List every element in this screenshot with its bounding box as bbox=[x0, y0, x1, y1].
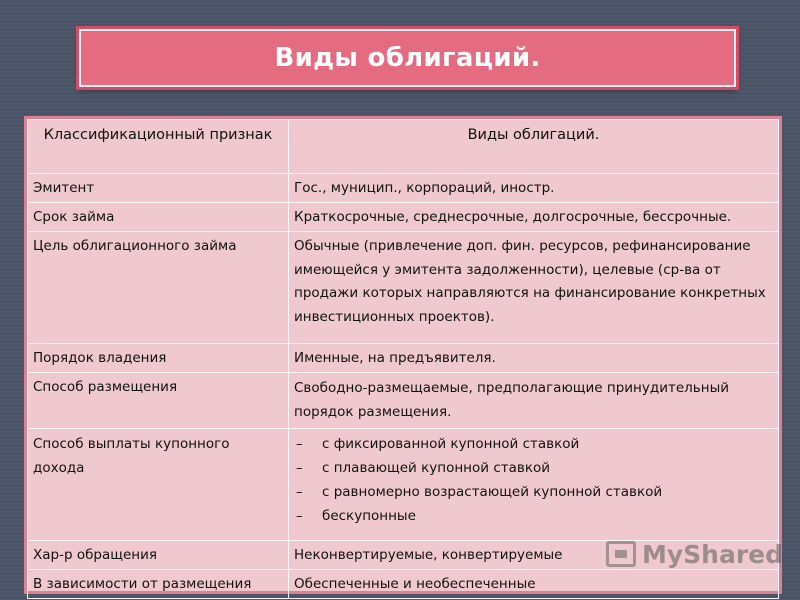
types-cell: Свободно-размещаемые, предполагающие принудительный порядок размещения. bbox=[289, 373, 779, 429]
table-row bbox=[28, 570, 779, 599]
types-cell: Гос., муницип., корпораций, иностр. bbox=[289, 174, 779, 203]
coupon-type-list bbox=[294, 432, 773, 528]
table-header-row bbox=[28, 120, 779, 174]
table-row bbox=[28, 373, 779, 429]
slide-title: Виды облигаций. bbox=[274, 43, 541, 73]
feature-cell: Цель облигационного займа bbox=[28, 232, 289, 344]
header-feature: Классификационный признак bbox=[28, 120, 289, 174]
feature-cell: В зависимости от размещения bbox=[28, 570, 289, 599]
list-item: – бескупонные bbox=[294, 504, 773, 528]
feature-cell: Способ размещения bbox=[28, 373, 289, 429]
watermark-text: MyShared bbox=[642, 539, 784, 569]
feature-cell: Способ выплаты купонного дохода bbox=[28, 429, 289, 541]
title-banner bbox=[79, 29, 736, 87]
feature-cell: Порядок владения bbox=[28, 344, 289, 373]
header-types: Виды облигаций. bbox=[289, 120, 779, 174]
table-row bbox=[28, 429, 779, 541]
bond-types-table bbox=[24, 116, 782, 594]
list-item: – с равномерно возрастающей купонной ставкой bbox=[294, 480, 773, 504]
presentation-board-icon bbox=[606, 541, 636, 567]
table-row bbox=[28, 203, 779, 232]
types-cell: Обеспеченные и необеспеченные bbox=[289, 570, 779, 599]
types-cell: Именные, на предъявителя. bbox=[289, 344, 779, 373]
feature-cell: Хар-р обращения bbox=[28, 541, 289, 570]
feature-cell: Эмитент bbox=[28, 174, 289, 203]
types-cell: Краткосрочные, среднесрочные, долгосрочные, бессрочные. bbox=[289, 203, 779, 232]
table-row bbox=[28, 344, 779, 373]
watermark bbox=[606, 538, 783, 570]
list-item: – с фиксированной купонной ставкой bbox=[294, 432, 773, 456]
types-cell: Обычные (привлечение доп. фин. ресурсов, рефинансирование имеющейся у эмитента задолженности), целевые (ср-ва от продажи которых направляются на финансирование конкретных инвестиционных проектов). bbox=[289, 232, 779, 344]
table-row bbox=[28, 232, 779, 344]
table-row bbox=[28, 174, 779, 203]
list-item: – с плавающей купонной ставкой bbox=[294, 456, 773, 480]
feature-cell: Срок займа bbox=[28, 203, 289, 232]
types-cell bbox=[289, 429, 779, 541]
types-cell: Неконвертируемые, конвертируемые bbox=[289, 541, 779, 570]
